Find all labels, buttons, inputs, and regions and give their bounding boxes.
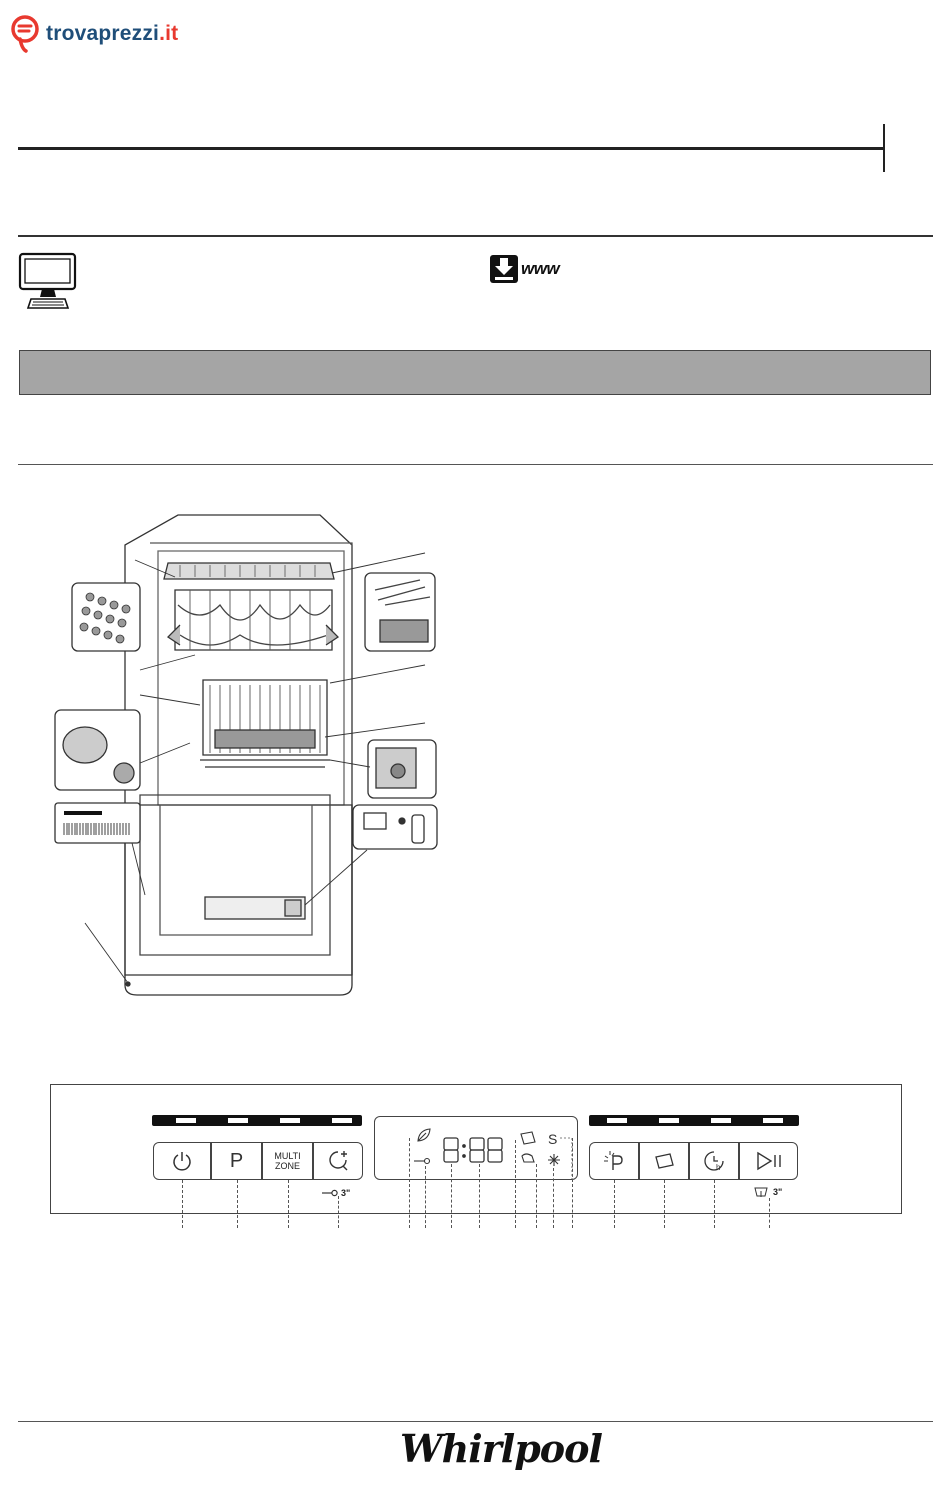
title-rule [18,147,884,150]
display-symbols [374,1116,578,1180]
section-header-band [19,350,931,395]
start-pause-button[interactable] [739,1142,798,1180]
power-button[interactable] [153,1142,211,1180]
divider [18,464,933,465]
program-button[interactable] [211,1142,262,1180]
www-label: www [521,259,560,278]
callout-tick [288,1180,289,1228]
callout-tick [614,1180,615,1228]
add-dish-button[interactable] [313,1142,363,1180]
power-clean-icon [601,1148,627,1174]
callout-tick [409,1138,410,1228]
callout-tick [572,1138,573,1228]
multizone-button[interactable] [262,1142,313,1180]
power-clean-button[interactable] [589,1142,639,1180]
callout-tick [515,1140,516,1228]
callout-tick [714,1180,715,1228]
play-pause-icon [755,1151,783,1171]
callout-tick [451,1164,452,1228]
callout-tick [664,1180,665,1228]
dishwasher-illustration [40,505,440,1010]
trovaprezzi-pin-icon [10,15,40,53]
download-www-icon [489,254,559,284]
callout-tick [237,1180,238,1228]
callout-tick [182,1180,183,1228]
callout-tick [769,1198,770,1228]
callout-tick [536,1164,537,1228]
brand-name: trovaprezzi.it [46,22,179,45]
footer-rule [18,1421,933,1422]
key-lock-note: 3" [322,1188,350,1198]
multizone-label: MULTI ZONE [274,1151,301,1171]
delay-timer-icon [702,1149,726,1173]
power-icon [171,1150,193,1172]
callout-tick [479,1164,480,1228]
tablet-icon [652,1151,676,1171]
svg-text:h: h [716,1163,721,1172]
reset-note: 3" [754,1186,782,1198]
callout-tick [553,1168,554,1228]
tablet-button[interactable] [639,1142,689,1180]
whirlpool-logo: Whirlpool [400,1426,602,1471]
callout-tick [338,1196,339,1228]
trovaprezzi-logo[interactable] [10,14,178,54]
title-rule-end [883,124,885,172]
reset-icon [754,1186,770,1198]
callout-tick [425,1166,426,1228]
svg-text:S: S [548,1131,558,1147]
led-strip-right [589,1115,799,1126]
download-icon [489,254,519,284]
key-lock-icon [322,1189,338,1197]
section-rule [18,235,933,237]
delay-button[interactable] [689,1142,739,1180]
program-label: P [229,1149,244,1172]
led-strip-left [152,1115,362,1126]
monitor-icon [18,252,78,317]
eco-leaf-icon [418,1129,430,1141]
add-dish-icon [326,1149,350,1173]
